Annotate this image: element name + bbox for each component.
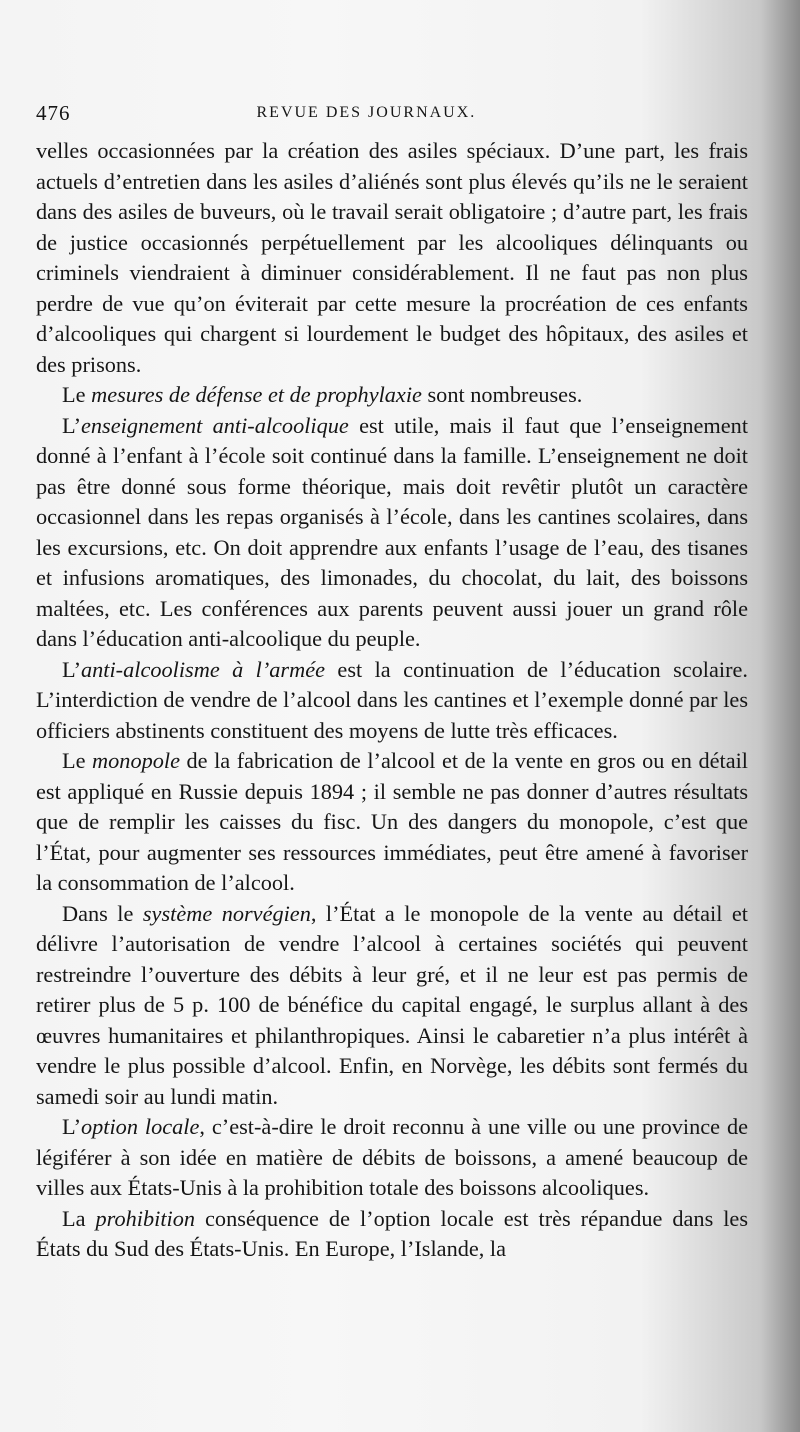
paragraph	[36, 380, 748, 411]
page-number: 476	[36, 100, 71, 125]
paragraph	[36, 1204, 748, 1265]
text-run: est utile, mais il faut que l’enseignement donné à l’enfant à l’école soit continué dans la famille. L’enseignement ne doit pas être donné sous forme théorique, mais doit revêtir plutôt un caractère occasionnel dans les repas organisés à l’école, dans les cantines scolaires, dans les excursions, etc. On doit apprendre aux enfants l’usage de l’eau, des tisanes et infusions aromatiques, des limonades, du chocolat, du lait, des boissons maltées, etc. Les conférences aux parents peuvent aussi jouer un grand rôle dans l’éducation anti-alcoolique du peuple.	[36, 412, 749, 651]
text-run: , l’État a le monopole de la vente au détail et délivre l’autorisation de vendre l’alcool à certaines sociétés qui peuvent restreindre l’ouverture des débits à leur gré, et il ne leur est pas permis de retirer plus de 5 p. 100 de bénéfice du capital engagé, le surplus allant à des œuvres humanitaires et philanthropiques. Ainsi le cabaretier n’a plus intérêt à vendre le plus possible d’alcool. Enfin, en Norvège, les débits sont fermés du samedi soir au lundi matin.	[36, 900, 748, 1109]
running-head: REVUE DES JOURNAUX.	[256, 104, 477, 121]
text-run: La	[62, 1205, 96, 1231]
text-run: est la continuation de l’éducation scolaire. L’interdiction de vendre de l’alcool dans les cantines et l’exemple donné par les officiers abstinents constituent des moyens de lutte très efficaces.	[36, 656, 748, 743]
paragraph	[36, 655, 748, 747]
text-run: Le	[62, 382, 92, 407]
italic-term: option locale	[81, 1114, 200, 1139]
text-run: de la fabrication de l’alcool et de la vente en gros ou en détail est appliqué en Russie depuis 1894 ; il semble ne pas donner d’autres résultats que de remplir les caisses du fisc. Un des dangers du monopole, c’est que l’État, pour augmenter ses ressources immédiates, peut être amené à favoriser la consommation de l’alcool.	[36, 748, 748, 895]
italic-term: enseignement anti-alcoolique	[81, 412, 349, 438]
italic-term: prohibition	[95, 1205, 196, 1231]
italic-term: monopole	[92, 748, 180, 773]
italic-term: anti-alcoolisme à l’armée	[81, 656, 326, 682]
text-run: L’	[62, 656, 81, 682]
text-run: sont nombreuses.	[421, 382, 583, 407]
text-run: Dans le	[62, 900, 143, 926]
paragraph	[36, 746, 748, 899]
text-run: conséquence de l’option locale est très répandue dans les États du Sud des États-Unis. En Europe, l’Islande, la	[36, 1205, 748, 1261]
text-run: L’	[62, 412, 81, 438]
text-run: , c’est-à-dire le droit reconnu à une ville ou une province de légiférer à son idée en matière de débits de boissons, a amené beaucoup de villes aux États-Unis à la prohibition totale des boissons alcooliques.	[36, 1114, 748, 1200]
text-run: L’	[62, 1114, 81, 1139]
italic-term: système norvégien	[142, 900, 311, 926]
paragraph	[36, 136, 748, 380]
paragraph	[36, 411, 748, 655]
paragraph	[36, 1112, 748, 1204]
paragraph	[36, 899, 748, 1113]
text-run: Le	[62, 748, 93, 773]
body-text	[36, 136, 748, 1265]
text-run: velles occasionnées par la création des asiles spéciaux. D’une part, les frais actuels d’entretien dans les asiles d’aliénés sont plus élevés qu’ils ne le seraient dans des asiles de buveurs, où le travail serait obligatoire ; d’autre part, les frais de justice occasionnés perpétuellement par les alcooliques délinquants ou criminels viendraient à diminuer considérablement. Il ne faut pas non plus perdre de vue qu’on éviterait par cette mesure la procréation de ces enfants d’alcooliques qui chargent si lourdement le budget des hôpitaux, des asiles et des prisons.	[36, 138, 748, 377]
page-header	[36, 96, 736, 130]
italic-term: mesures de défense et de prophylaxie	[91, 382, 422, 407]
